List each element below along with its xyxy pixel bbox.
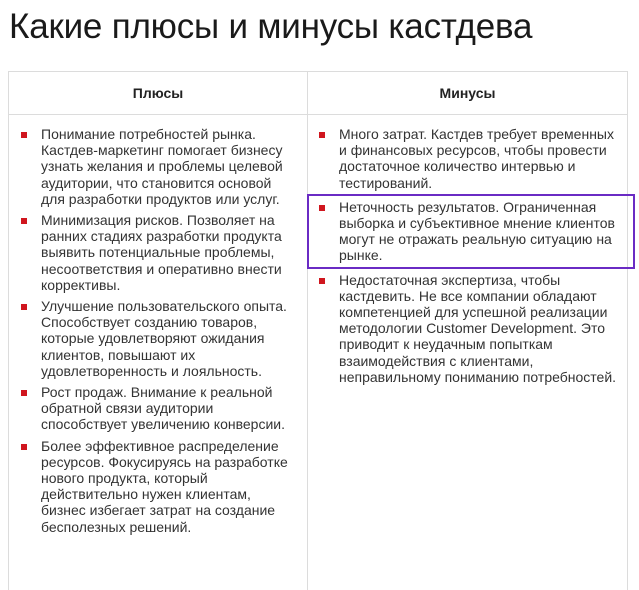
bullet-icon [319,132,325,138]
pros-item-text: Рост продаж. Внимание к реальной обратной связи аудитории способствует увеличению конверсии. [41,384,285,433]
pros-cons-table [8,71,628,590]
pros-item-text: Более эффективное распределение ресурсов. Фокусируясь на разработке нового продукта, который действительно нужен клиентам, бизнес избегает затрат на создание бесполезных решений. [41,437,288,535]
column-divider [307,72,308,590]
bullet-icon [21,444,27,450]
pros-list [19,126,299,535]
pros-item [19,126,299,207]
cons-item-highlighted [309,196,633,267]
pros-item-text: Понимание потребностей рынка. Кастдев-маркетинг помогает бизнесу узнать желания и проблемы целевой аудитории, что становится основой для разработки продуктов или услуг. [41,126,283,207]
pros-item [19,212,299,293]
cons-item-text: Неточность результатов. Ограниченная выборка и субъективное мнение клиентов могут не отражать реальную ситуацию на рынке. [339,198,615,264]
table-header-row [9,72,627,115]
cons-item [317,272,617,385]
pros-item [19,384,299,433]
header-cons: Минусы [439,85,496,101]
bullet-icon [21,390,27,396]
header-pros: Плюсы [132,85,184,101]
bullet-icon [319,205,325,211]
cons-item [317,126,617,191]
cons-item-text: Много затрат. Кастдев требует временных и финансовых ресурсов, чтобы провести достаточное количество интервью и тестирований. [339,126,614,191]
pros-item [19,298,299,379]
pros-item [19,438,299,535]
cons-list [317,126,617,385]
pros-column [19,126,299,540]
pros-item-text: Улучшение пользовательского опыта. Способствует созданию товаров, которые удовлетворяют ожидания клиентов, повышают их удовлетворенность и лояльность. [41,298,287,379]
cons-column [317,126,617,390]
pros-item-text: Минимизация рисков. Позволяет на ранних стадиях разработки продукта выявить потенциальные проблемы, несоответствия и оперативно внести коррективы. [41,212,282,293]
cons-item-text: Недостаточная экспертиза, чтобы кастдевить. Не все компании обладают компетенцией для успешной реализации методологии Customer Development. Это приводит к неудачным попыткам взаимодействия с клиентами, неправильному пониманию потребностей. [339,271,617,385]
bullet-icon [21,218,27,224]
page-title: Какие плюсы и минусы кастдева [9,7,533,46]
bullet-icon [319,278,325,284]
bullet-icon [21,132,27,138]
bullet-icon [21,304,27,310]
